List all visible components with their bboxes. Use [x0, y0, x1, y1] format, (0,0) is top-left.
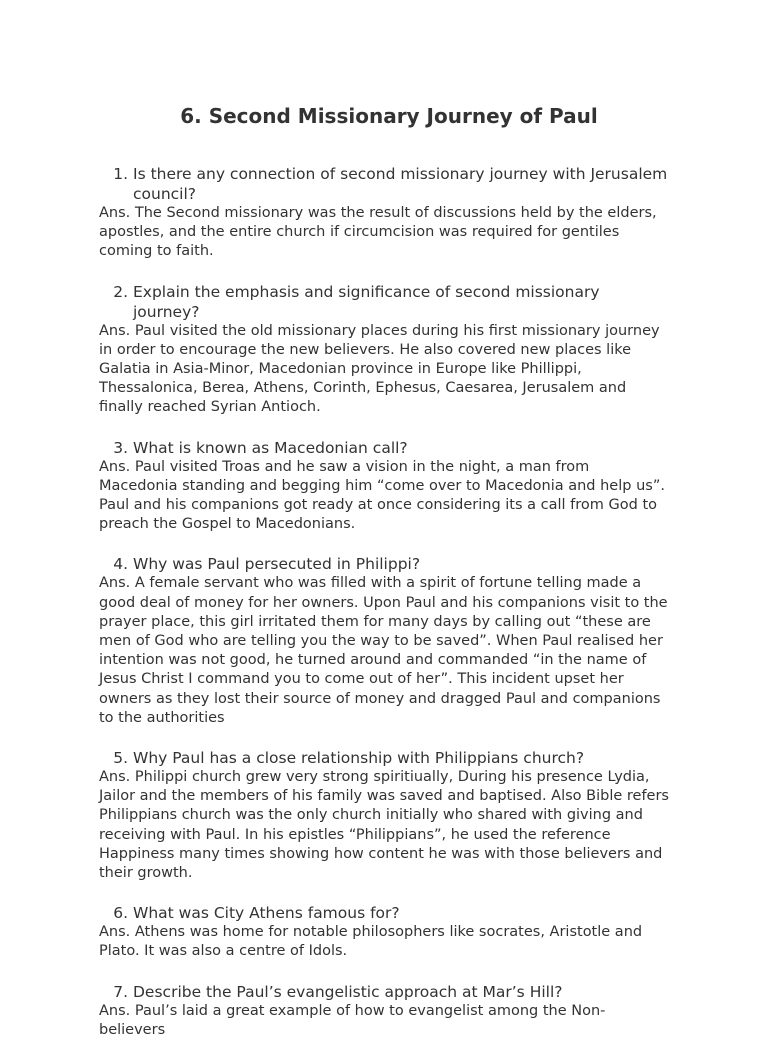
question-text: Explain the emphasis and significance of second missionary journey? [133, 282, 600, 321]
question [99, 903, 669, 923]
qa-item [99, 982, 669, 1040]
question [99, 438, 669, 458]
qa-item [99, 438, 669, 535]
question-text: Why was Paul persecuted in Philippi? [133, 555, 421, 574]
question-text: What is known as Macedonian call? [133, 438, 408, 457]
question [99, 164, 669, 204]
question-number: 6. [113, 904, 128, 923]
qa-item [99, 903, 669, 961]
question-number: 1. [113, 165, 128, 183]
answer-text: Ans. The Second missionary was the result of discussions held by the elders, apostles, and the entire church if circumcision was required for gentiles coming to faith. [99, 205, 657, 260]
question-number: 7. [113, 982, 128, 1001]
question-text: Why Paul has a close relationship with Philippians church? [133, 749, 585, 768]
question-number: 3. [113, 438, 128, 457]
question [99, 982, 669, 1002]
question-text: Describe the Paul’s evangelistic approach at Mar’s Hill? [133, 982, 563, 1001]
answer-text: Ans. Philippi church grew very strong spiritiually, During his presence Lydia, Jailor and the members of his family was saved and baptised. Also Bible refers Philippians church was the only church initially who shared with giving and receiving with Paul. In his epistles “Philippians”, he used the reference Happiness many times showing how content he was with those believers and their growth. [99, 769, 669, 882]
page-title: 6. Second Missionary Journey of Paul [180, 104, 598, 128]
qa-item [99, 748, 669, 883]
answer-text: Ans. Paul’s laid a great example of how to evangelist among the Non-believers [99, 1002, 606, 1038]
qa-list [99, 164, 669, 1040]
question [99, 554, 669, 574]
answer-text: Ans. Athens was home for notable philosophers like socrates, Aristotle and Plato. It was also a centre of Idols. [99, 924, 643, 960]
question [99, 282, 669, 322]
question-number: 4. [113, 555, 128, 574]
qa-item [99, 554, 669, 728]
qa-item [99, 282, 669, 418]
answer-text: Ans. A female servant who was filled with a spirit of fortune telling made a good deal of money for her owners. Upon Paul and his companions visit to the prayer place, this girl irritated them for many days by calling out “these are men of God who are telling you the way to be saved”. When Paul realised her intention was not good, he turned around and commanded “in the name of Jesus Christ I command you to come out of her”. This incident upset her owners as they lost their source of money and dragged Paul and companions to the authorities [99, 575, 668, 726]
qa-item [99, 164, 669, 262]
answer-text: Ans. Paul visited Troas and he saw a vision in the night, a man from Macedonia standing and begging him “come over to Macedonia and help us”. Paul and his companions got ready at once considering its a call from God to preach the Gospel to Macedonians. [99, 458, 665, 533]
answer-text: Ans. Paul visited the old missionary places during his first missionary journey in order to encourage the new believers. He also covered new places like Galatia in Asia-Minor, Macedonian province in Europe like Phillippi, Thessalonica, Berea, Athens, Corinth, Ephesus, Caesarea, Jerusalem and finally reached Syrian Antioch. [99, 322, 660, 416]
question-text: What was City Athens famous for? [133, 904, 400, 923]
question-text: Is there any connection of second missionary journey with Jerusalem council? [133, 165, 668, 203]
question [99, 748, 669, 768]
question-number: 5. [113, 749, 128, 768]
question-number: 2. [113, 282, 128, 301]
